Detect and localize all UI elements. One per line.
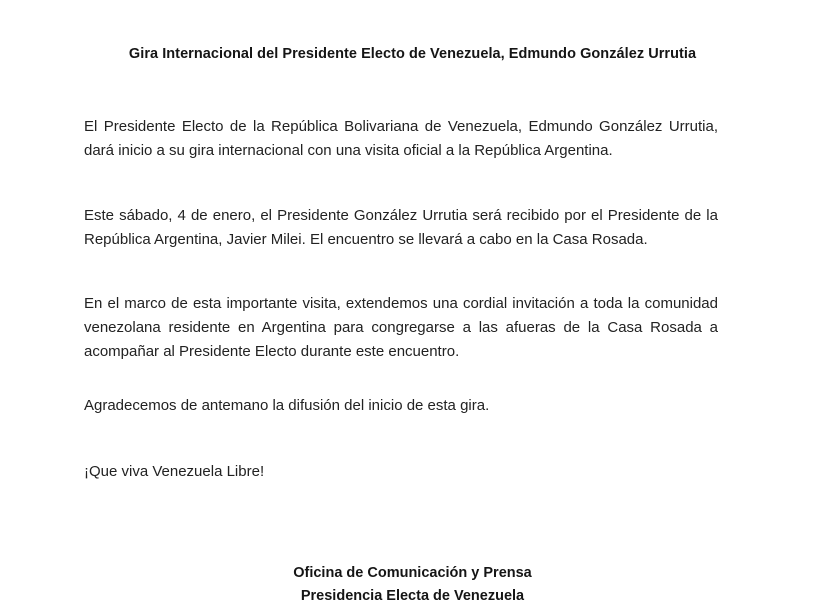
signature-entity: Presidencia Electa de Venezuela [300, 588, 525, 604]
signature-office: Oficina de Comunicación y Prensa [293, 565, 532, 581]
paragraph-announcement: El Presidente Electo de la República Bolivariana de Venezuela, Edmundo González Urrutia, dará inicio a su gira internacional con una visita oficial a la República Argentina. [84, 118, 718, 159]
paragraph-thanks: Agradecemos de antemano la difusión del inicio de esta gira. [84, 397, 490, 414]
paragraph-closing: ¡Que viva Venezuela Libre! [84, 463, 265, 480]
signature-block [0, 562, 825, 608]
paragraph-meeting-details: Este sábado, 4 de enero, el Presidente González Urrutia será recibido por el Presidente de la República Argentina, Javier Milei. El encuentro se llevará a cabo en la Casa Rosada. [84, 207, 718, 248]
document-title: Gira Internacional del Presidente Electo de Venezuela, Edmundo González Urrutia [128, 46, 697, 62]
paragraph-invitation: En el marco de esta importante visita, extendemos una cordial invitación a toda la comunidad venezolana residente en Argentina para congregarse a las afueras de la Casa Rosada a acompañar al Presidente Electo durante este encuentro. [84, 295, 718, 360]
